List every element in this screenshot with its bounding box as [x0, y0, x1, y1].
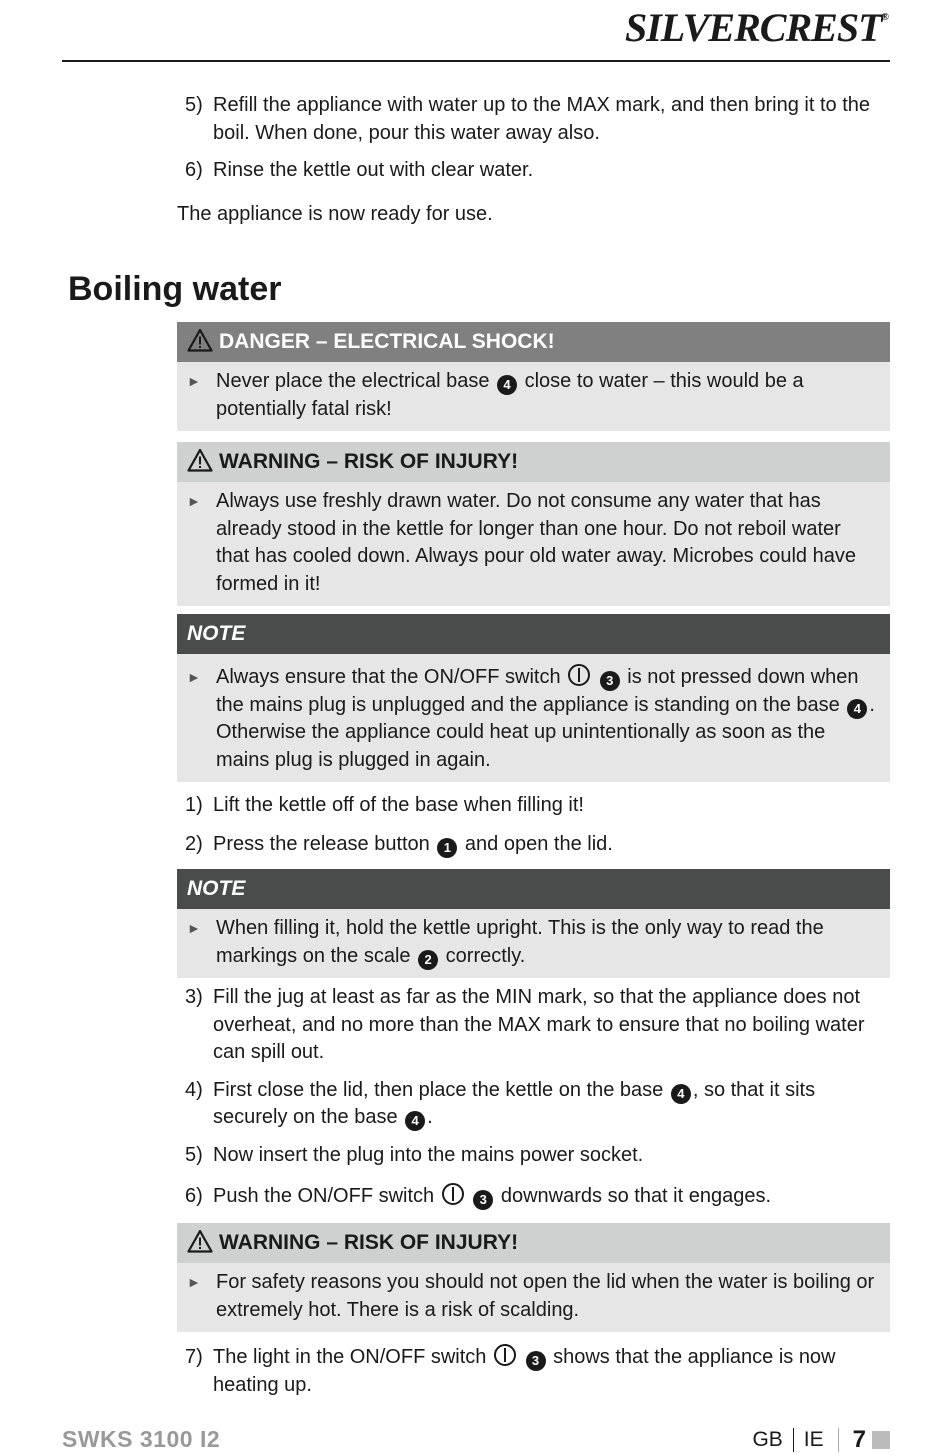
step-text: Refill the appliance with water up to the MAX mark, and then bring it to the boil. When done, pour this water away also. [213, 94, 871, 144]
warning-body [177, 482, 890, 606]
steps-b [177, 984, 890, 1221]
warning-triangle-icon [187, 1229, 213, 1253]
warning-triangle-icon [187, 448, 213, 472]
header-rule [62, 60, 890, 62]
step-number: 6) [185, 1185, 203, 1207]
step [177, 792, 890, 820]
note-box [177, 869, 890, 978]
ref-number-icon: 4 [405, 1111, 425, 1131]
warning-text: For safety reasons you should not open the lid when the water is boiling or extremely hot. There is a risk of scalding. [216, 1271, 875, 1321]
intro-step [177, 157, 890, 185]
note-header: NOTE [177, 869, 890, 909]
step-number: 3) [185, 986, 203, 1008]
step [177, 1344, 890, 1399]
note-text: Always ensure that the ON/OFF switch 3 is not pressed down when the mains plug is unplugged and the appliance is standing on the base 4 . Otherwise the appliance could heat up unintentionally as soon as the mains plug is plugged in again. [216, 666, 875, 771]
ready-text: The appliance is now ready for use. [177, 202, 493, 225]
intro-step [177, 92, 890, 147]
danger-body [177, 362, 890, 431]
step-number: 4) [185, 1078, 203, 1101]
warning-title: WARNING – RISK OF INJURY! [219, 1231, 519, 1254]
step-number: 5) [185, 1143, 203, 1166]
warning-triangle-icon [187, 328, 213, 352]
danger-box [177, 322, 890, 431]
step-text: Rinse the kettle out with clear water. [213, 159, 534, 181]
ref-number-icon: 4 [671, 1084, 691, 1104]
bullet-arrow-icon: ► [187, 493, 201, 509]
danger-header [177, 322, 890, 362]
footer-model: SWKS 3100 I2 [62, 1426, 221, 1452]
step-text: Press the release button 1 and open the lid. [213, 831, 890, 859]
step-text: Push the ON/OFF switch 3 downwards so that it engages. [213, 1183, 890, 1211]
danger-title: DANGER – ELECTRICAL SHOCK! [219, 330, 555, 353]
warning-header [177, 1223, 890, 1263]
note-body [177, 909, 890, 978]
ref-number-icon: 3 [473, 1190, 493, 1210]
intro-section [177, 92, 890, 228]
step-number: 1) [185, 794, 203, 816]
warning-title: WARNING – RISK OF INJURY! [219, 450, 519, 473]
step [177, 1077, 890, 1132]
warning-box [177, 1223, 890, 1332]
ref-number-icon: 4 [497, 375, 517, 395]
warning-text: Always use freshly drawn water. Do not consume any water that has already stood in the kettle for longer than one hour. Do not reboil water that has cooled down. Always pour old water away. Microbes could have formed in it! [216, 490, 856, 595]
footer-lang-ie: IE [803, 1428, 824, 1451]
step-number: 6) [185, 159, 203, 181]
page-number: 7 [852, 1426, 866, 1453]
danger-text: Never place the electrical base 4 close to water – this would be a potentially fatal risk! [216, 370, 804, 420]
note-box [177, 614, 890, 782]
ref-number-icon: 4 [847, 699, 867, 719]
note-header: NOTE [177, 614, 890, 654]
step-text: Now insert the plug into the mains power socket. [213, 1143, 644, 1166]
power-switch-icon [494, 1344, 516, 1366]
footer-page-info [752, 1426, 890, 1454]
bullet-arrow-icon: ► [187, 669, 201, 685]
footer-separator [793, 1428, 794, 1452]
bullet-arrow-icon: ► [187, 920, 201, 936]
step-number: 2) [185, 832, 203, 855]
bullet-arrow-icon: ► [187, 373, 201, 389]
step-number: 5) [185, 94, 203, 116]
step-text: First close the lid, then place the kettle on the base 4 , so that it sits securely on the base 4 . [213, 1077, 890, 1132]
step-number: 7) [185, 1346, 203, 1368]
step-7-section [177, 1344, 890, 1409]
page-marker-square [872, 1431, 890, 1449]
note-text: When filling it, hold the kettle upright. This is the only way to read the markings on the scale 2 correctly. [216, 915, 878, 970]
step-text: The light in the ON/OFF switch 3 shows that the appliance is now heating up. [213, 1346, 836, 1396]
step-text: Lift the kettle off of the base when filling it! [213, 794, 584, 816]
step [177, 831, 890, 859]
warning-header [177, 442, 890, 482]
step [177, 1142, 890, 1170]
steps-a [177, 792, 890, 868]
step-text: Fill the jug at least as far as the MIN mark, so that the appliance does not overheat, and no more than the MAX mark to ensure that no boiling water can spill out. [213, 986, 865, 1063]
step [177, 1183, 890, 1211]
brand-logo: SILVERCREST® [624, 5, 888, 50]
footer-separator [838, 1428, 839, 1452]
warning-body [177, 1263, 890, 1332]
step [177, 984, 890, 1067]
ref-number-icon: 1 [437, 838, 457, 858]
ref-number-icon: 2 [418, 950, 438, 970]
bullet-arrow-icon: ► [187, 1274, 201, 1290]
warning-box [177, 442, 890, 606]
note-body [177, 654, 890, 782]
ref-number-icon: 3 [600, 671, 620, 691]
footer-lang-gb: GB [752, 1428, 783, 1451]
power-switch-icon [442, 1183, 464, 1205]
section-title: Boiling water [68, 270, 282, 308]
ref-number-icon: 3 [526, 1351, 546, 1371]
power-switch-icon [568, 664, 590, 686]
